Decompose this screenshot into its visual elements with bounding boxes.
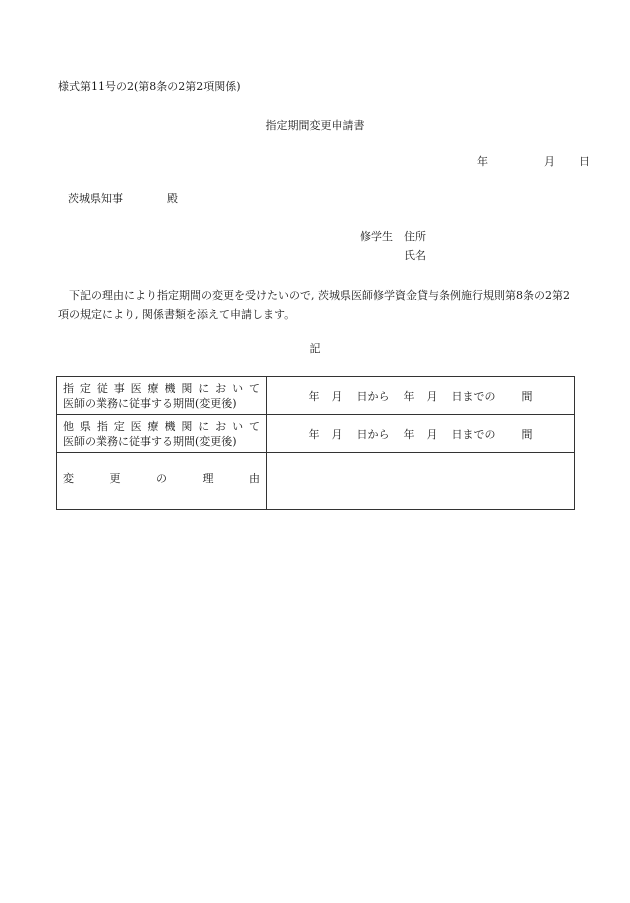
date-line [477, 155, 590, 169]
application-table [56, 376, 575, 510]
period-cell[interactable]: 年 月 日から 年 月 日までの 間 [267, 415, 575, 453]
row-label [57, 415, 267, 453]
date-day: 日 [579, 155, 590, 168]
reason-input-cell[interactable] [267, 453, 575, 510]
applicant-label: 修学生 [360, 230, 393, 243]
applicant-block [360, 230, 426, 268]
period-cell[interactable]: 年 月 日から 年 月 日までの 間 [267, 377, 575, 415]
row-label-line2: 医師の業務に従事する期間(変更後) [63, 396, 237, 410]
date-year: 年 [477, 155, 488, 168]
application-statement: 下記の理由により指定期間の変更を受けたいので, 茨城県医師修学資金貸与条例施行規則第8条の2第2項の規定により, 関係書類を添えて申請します。 [58, 289, 570, 321]
name-label: 氏名 [404, 249, 426, 262]
document-title: 指定期間変更申請書 [265, 119, 365, 132]
addressee-honorific: 殿 [167, 192, 178, 205]
address-label: 住所 [404, 230, 426, 243]
form-number: 様式第11号の2(第8条の2第2項関係) [58, 80, 241, 93]
row-label-line1: 指 定 従 事 医 療 機 関 に お い て [63, 381, 260, 395]
row-label [57, 377, 267, 415]
row-label-line1: 他 県 指 定 医 療 機 関 に お い て [63, 419, 260, 433]
reason-label-cell: 変 更 の 理 由 [57, 453, 267, 510]
addressee [68, 192, 178, 206]
addressee-name: 茨城県知事 [68, 192, 123, 205]
table-row [57, 453, 575, 510]
date-month: 月 [544, 155, 555, 168]
row-label-line2: 医師の業務に従事する期間(変更後) [63, 434, 237, 448]
ki-heading: 記 [309, 342, 321, 355]
table-row [57, 377, 575, 415]
table-row [57, 415, 575, 453]
